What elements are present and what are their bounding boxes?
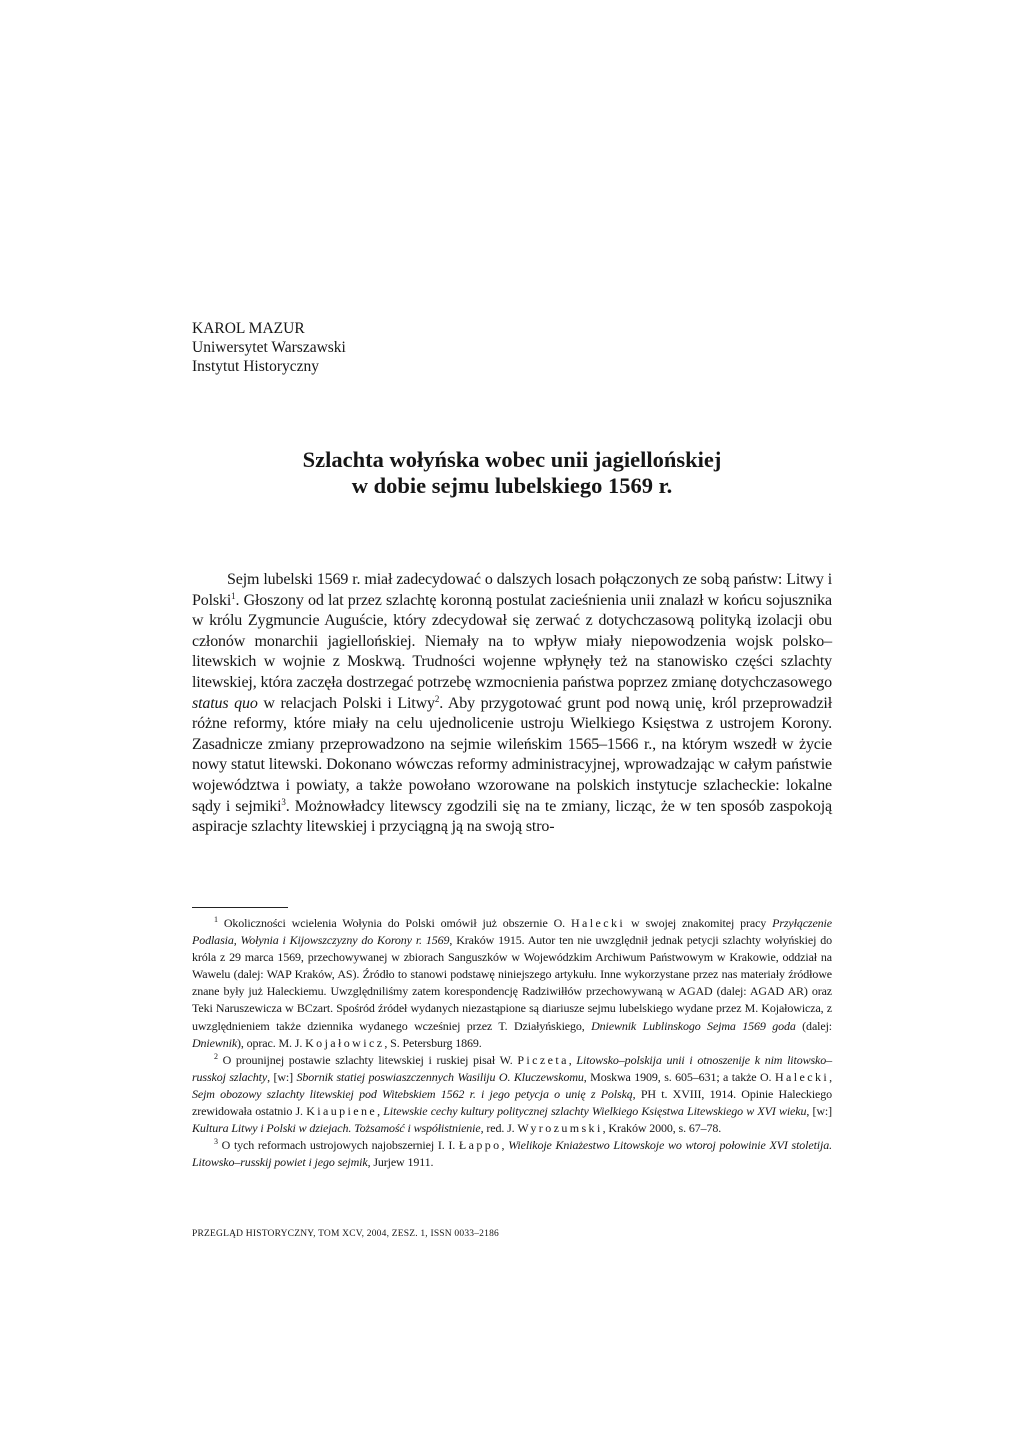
author-spaced: Halecki xyxy=(774,1069,830,1084)
footnote-text: ), oprac. M. J. xyxy=(237,1035,306,1050)
work-title: Sejm obozowy szlachty litewskiej pod Witebskiem 1562 r. i jego petycja o unię z Polską xyxy=(192,1086,633,1101)
author-spaced: Kiaupiene xyxy=(306,1104,378,1119)
footnote-ref-2[interactable]: 2 xyxy=(434,693,440,704)
footnote-text: O prounijnej postawie szlachty litewskiej i ruskiej pisał W. xyxy=(222,1052,518,1067)
footnote-ref-3[interactable]: 3 xyxy=(281,796,286,807)
work-title: Wielikoje Kniażestwo Litowskoje wo wtoroj połowinie XVI stoletija. Litowsko–russkij powiet i jego sejmik xyxy=(192,1138,832,1170)
work-title: Sbornik statiej poswiaszczennych Wasiliju O. Kluczewskomu xyxy=(296,1069,584,1084)
footnote-text: (dalej: xyxy=(795,1018,832,1033)
work-title: Dniewnik xyxy=(192,1035,238,1050)
body-text-segment: Sejm lubelski 1569 r. miał zadecydować o dalszych losach połączonych ze sobą państw: Litwy i Polski xyxy=(192,571,832,609)
footnote-text: , S. Petersburg 1869. xyxy=(384,1035,482,1050)
footnote-number: 2 xyxy=(214,1051,218,1061)
italic-term: status quo xyxy=(192,694,258,712)
footnote-3 xyxy=(192,1137,832,1171)
footnote-text: , PH t. XVIII, 1914. Opinie Haleckiego zrewidowała ostatnio J. xyxy=(192,1086,832,1119)
body-paragraph xyxy=(192,570,832,838)
footnote-text: , Moskwa 1909, s. 605–631; a także O. xyxy=(583,1069,775,1084)
work-title: Litowsko–polskija unii i otnoszenije k nim litowsko–russkoj szlachty xyxy=(192,1052,832,1084)
author-institute: Instytut Historyczny xyxy=(192,358,319,375)
author-block xyxy=(192,319,346,376)
footnote-text: , xyxy=(829,1069,832,1084)
work-title: Litewskie cechy kultury politycznej szlachty Wielkiego Księstwa Litewskiego w XVI wieku xyxy=(383,1104,807,1119)
footnote-separator xyxy=(192,907,288,908)
body-text-segment: . Możnowładcy litewscy zgodzili się na te zmiany, licząc, że w ten sposób zaspokoją aspiracje szlachty litewskiej i przyciągną ją na swoją stro- xyxy=(192,797,832,836)
footnote-number: 3 xyxy=(214,1137,218,1147)
work-title: Przyłączenie Podlasia, Wołynia i Kijowszczyzny do Korony r. 1569 xyxy=(192,916,832,948)
author-spaced: Wyrozumski xyxy=(517,1121,603,1136)
author-spaced: Halecki xyxy=(570,916,626,930)
footnote-text: Okoliczności wcielenia Wołynia do Polski omówił już obszernie O. xyxy=(223,916,571,930)
article-title xyxy=(192,447,832,499)
journal-footer: PRZEGLĄD HISTORYCZNY, TOM XCV, 2004, ZESZ. 1, ISSN 0033–2186 xyxy=(192,1229,499,1239)
footnote-text: , Kraków 1915. Autor ten nie uwzględnił jednak petycji szlachty wołyńskiej do króla z 29 marca 1569, przechowywanej w zbiorach Sanguszków w Wojewódzkim Archiwum Państwowym w Krakowie, oddział na Wawelu (dalej: WAP Kraków, AS). Źródło to stanowi podstawę niniejszego artykułu. Inne wykorzystane przez nas materiały źródłowe znane były już Haleckiemu. Uwzględniliśmy zatem korespondencję Radziwiłłów przechowywaną w AGAD (dalej: AGAD AR) oraz Teki Naruszewicza w BCzart. Spośród źródeł wydanych niezastąpione są diariusze sejmu lubelskiego wydane przez M. Kojałowicza, z uwzględnieniem także dziennika wydanego wcześniej przez T. Działyńskiego, xyxy=(192,933,833,1033)
footnote-ref-1[interactable]: 1 xyxy=(231,590,236,601)
footnote-text: , [w:] xyxy=(806,1104,832,1119)
footnote-2 xyxy=(192,1052,832,1137)
body-text-segment: w relacjach Polski i Litwy xyxy=(257,694,435,712)
body-text xyxy=(192,570,832,838)
footnotes xyxy=(192,915,832,1171)
footnote-text: O tych reformach ustrojowych najobszerniej I. I. xyxy=(221,1138,459,1153)
author-spaced: Piczeta xyxy=(517,1052,569,1067)
footnote-text: , xyxy=(501,1138,509,1153)
footnote-text: red. J. xyxy=(483,1121,518,1136)
footnote-text: , xyxy=(568,1052,577,1067)
author-name: KAROL MAZUR xyxy=(192,320,305,337)
footnote-text: , [w:] xyxy=(267,1069,297,1084)
title-line-1: Szlachta wołyńska wobec unii jagiellońskiej xyxy=(302,447,722,472)
footnote-text: , Jurjew 1911. xyxy=(367,1155,434,1170)
footnote-text: , Kraków 2000, s. 67–78. xyxy=(602,1121,722,1136)
footnote-text: w swojej znakomitej pracy xyxy=(625,916,773,930)
work-title: Dniewnik Lublinskogo Sejma 1569 goda xyxy=(591,1018,796,1033)
footnote-text: , xyxy=(377,1104,384,1119)
body-text-segment: . Głoszony od lat przez szlachtę koronną postulat zacieśnienia unii znalazł w końcu sojusznika w królu Zygmuncie Auguście, który zdecydował się zerwać z dotychczasową polityką izolacji obu członów monarchii jagiellońskiej. Niemały na to wpływ miały niepowodzenia wojsk polsko–litewskich w wojnie z Moskwą. Trudności wojenne wpłynęły też na stanowisko części szlachty litewskiej, która zaczęła dostrzegać potrzebę wzmocnienia państwa poprzez zmianę dotychczasowego xyxy=(192,591,832,691)
body-text-segment: . Aby przygotować grunt pod nową unię, król przeprowadził różne reformy, które miały na celu ujednolicenie ustroju Wielkiego Księstwa z ustrojem Korony. Zasadnicze zmiany przeprowadzono na sejmie wileńskim 1565–1566 r., na którym wszedł w życie nowy statut litewski. Dokonano wówczas reformy administracyjnej, wprowadzając w całym państwie województwa i powiaty, a także powołano wzorowane na polskich instytucje szlacheckie: lokalne sądy i sejmiki xyxy=(192,694,832,815)
title-line-2: w dobie sejmu lubelskiego 1569 r. xyxy=(351,473,673,498)
author-spaced: Łappo xyxy=(458,1138,502,1153)
footnote-1 xyxy=(192,915,832,1052)
author-university: Uniwersytet Warszawski xyxy=(192,339,346,356)
author-spaced: Kojałowicz xyxy=(305,1035,385,1050)
work-title: Kultura Litwy i Polski w dziejach. Tożsamość i współistnienie, xyxy=(192,1121,484,1136)
footnote-number: 1 xyxy=(214,915,218,924)
